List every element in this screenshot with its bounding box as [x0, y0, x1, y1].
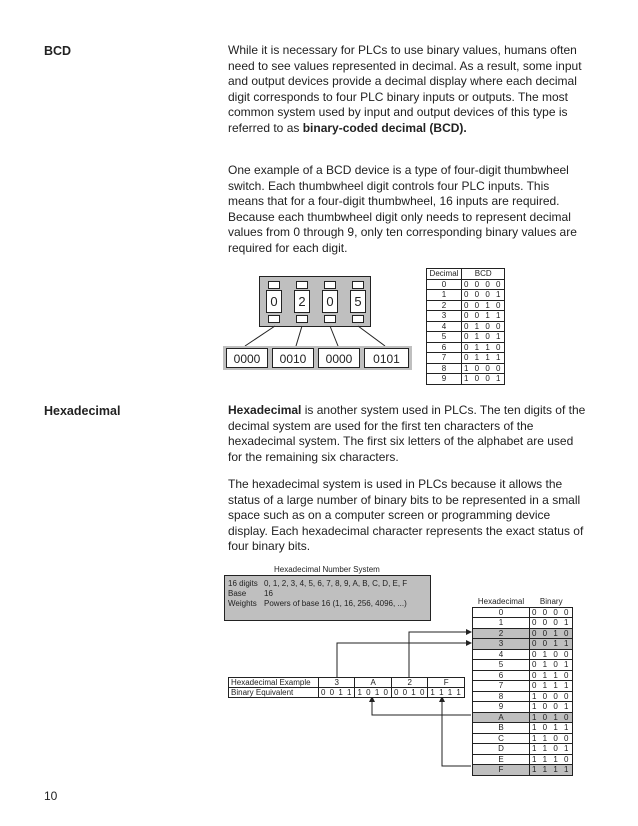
hex-info-key: Weights: [228, 599, 257, 608]
bcd-output-box: 0010: [272, 348, 314, 368]
table-header: Hexadecimal: [477, 597, 525, 607]
table-cell-binary: 0 0 0 1: [530, 618, 573, 629]
table-row: [473, 628, 573, 639]
table-cell-binary: 1 1 1 1: [530, 765, 573, 776]
arrow-a: [372, 697, 471, 715]
table-row: [473, 649, 573, 660]
bcd-term: binary-coded decimal (BCD).: [302, 120, 467, 135]
hex-info-value: 16: [264, 589, 273, 598]
arrow-3: [337, 643, 471, 677]
table-cell-binary: 0 1 1 1: [462, 353, 505, 364]
table-row: [473, 733, 573, 744]
table-cell-key: A: [473, 712, 530, 723]
table-cell-key: 9: [427, 374, 462, 385]
table-cell-binary: 0 1 0 1: [462, 332, 505, 343]
table-cell-key: 9: [473, 702, 530, 713]
table-cell-binary: 1 1 0 1: [530, 744, 573, 755]
table-cell-binary: 0 0 0 0: [530, 607, 573, 618]
table-cell-binary: 0 1 0 1: [530, 660, 573, 671]
arrow-f: [442, 697, 471, 766]
table-cell-binary: 0 1 0 0: [530, 649, 573, 660]
table-cell-key: 7: [473, 681, 530, 692]
table-cell-binary: 0 0 1 0: [462, 300, 505, 311]
table-cell-key: 0: [427, 279, 462, 290]
hex-info-key: Base: [228, 589, 247, 598]
hex-heading: Hexadecimal: [44, 404, 121, 418]
bcd-output-box: 0000: [318, 348, 360, 368]
hex-example-label: Hexadecimal Example: [229, 678, 319, 688]
hex-example-value: 2: [391, 678, 427, 688]
hex-example-value: F: [428, 678, 464, 688]
hex-diagram-caption: Hexadecimal Number System: [274, 565, 380, 574]
bcd-paragraph-2: One example of a BCD device is a type of four-digit thumbwheel switch. Each thumbwheel digit controls four PLC inputs. This means that for a four-digit thumbwheel, 16 inputs are required. Because each thumbwheel digit only needs to represent decimal values from 0 through 9, only ten corresponding binary values are required for each digit.: [228, 163, 577, 255]
hex-example-row: [229, 678, 465, 688]
table-cell-binary: 0 1 1 0: [462, 342, 505, 353]
table-cell-key: 8: [427, 363, 462, 374]
table-row: [473, 754, 573, 765]
thumbwheel-digit: 5: [350, 290, 366, 313]
table-cell-binary: 0 0 1 1: [462, 311, 505, 322]
table-cell-binary: 1 1 1 0: [530, 754, 573, 765]
table-cell-binary: 0 0 1 1: [530, 639, 573, 650]
table-cell-key: 6: [473, 670, 530, 681]
table-cell-key: F: [473, 765, 530, 776]
page-number: 10: [44, 789, 58, 803]
arrow-2: [409, 632, 471, 677]
table-row: [473, 765, 573, 776]
binary-equivalent-value: 1 0 1 0: [355, 688, 391, 698]
table-cell-binary: 0 1 1 0: [530, 670, 573, 681]
thumbwheel-digit: 0: [266, 290, 282, 313]
table-cell-binary: 0 0 0 0: [462, 279, 505, 290]
table-cell-key: 2: [427, 300, 462, 311]
table-header: Binary: [539, 597, 563, 607]
hex-example-table: [228, 677, 465, 698]
table-cell-key: C: [473, 733, 530, 744]
hex-table: [472, 597, 573, 776]
table-cell-binary: 1 1 0 0: [530, 733, 573, 744]
table-cell-binary: 0 0 1 0: [530, 628, 573, 639]
table-row: [473, 744, 573, 755]
table-cell-key: 8: [473, 691, 530, 702]
binary-equivalent-value: 1 1 1 1: [428, 688, 464, 698]
hex-example-value: A: [355, 678, 391, 688]
table-row: [473, 723, 573, 734]
bcd-heading: BCD: [44, 44, 72, 58]
hex-paragraph-2: The hexadecimal system is used in PLCs because it allows the status of a large number of binary bits to be represented in a small space such as on a computer screen or programming device display. Each hexadecimal character represents the exact status of four binary bits.: [228, 477, 584, 553]
table-cell-key: 3: [427, 311, 462, 322]
binary-equivalent-value: 0 0 1 0: [391, 688, 427, 698]
table-cell-key: 5: [427, 332, 462, 343]
bcd-output-box: 0101: [364, 348, 409, 368]
binary-equivalent-row: [229, 688, 465, 698]
table-cell-key: 1: [427, 290, 462, 301]
table-cell-binary: 1 0 0 0: [530, 691, 573, 702]
table-cell-binary: 0 1 1 1: [530, 681, 573, 692]
table-row: [473, 691, 573, 702]
hex-example-value: 3: [319, 678, 355, 688]
table-cell-key: D: [473, 744, 530, 755]
table-cell-binary: 0 1 0 0: [462, 321, 505, 332]
thumbwheel-digit: 0: [322, 290, 338, 313]
hex-info-key: 16 digits: [228, 579, 258, 588]
table-cell-binary: 1 0 1 0: [530, 712, 573, 723]
thumbwheel-digit: 2: [294, 290, 310, 313]
bcd-paragraph-1-text: While it is necessary for PLCs to use binary values, humans often need to see values represented in decimal. As a result, some input and output devices provide a decimal display where each decimal digit corresponds to four PLC binary inputs or outputs. The most common system used by input and output devices of this type is referred to as: [228, 43, 582, 135]
table-cell-key: 3: [473, 639, 530, 650]
table-row: [473, 702, 573, 713]
hex-paragraph-1-text: is another system used in PLCs. The ten digits of the decimal system are used for the first ten characters of the hexadecimal system. The first six letters of the alphabet are used for the remaining six characters.: [228, 403, 586, 464]
hex-info-value: 0, 1, 2, 3, 4, 5, 6, 7, 8, 9, A, B, C, D, E, F: [264, 579, 408, 588]
table-cell-key: 0: [473, 607, 530, 618]
binary-equivalent-value: 0 0 1 1: [319, 688, 355, 698]
table-cell-key: 6: [427, 342, 462, 353]
table-row: [473, 618, 573, 629]
table-cell-binary: 0 0 0 1: [462, 290, 505, 301]
hex-term: Hexadecimal: [228, 403, 302, 417]
table-row: [473, 681, 573, 692]
table-cell-key: 1: [473, 618, 530, 629]
table-cell-key: B: [473, 723, 530, 734]
table-row: [473, 670, 573, 681]
table-cell-key: 4: [427, 321, 462, 332]
table-cell-key: 7: [427, 353, 462, 364]
table-row: [473, 639, 573, 650]
table-cell-binary: 1 0 0 1: [462, 374, 505, 385]
table-header: Decimal: [427, 269, 462, 280]
table-cell-key: E: [473, 754, 530, 765]
table-row: [473, 660, 573, 671]
table-cell-binary: 1 0 0 1: [530, 702, 573, 713]
table-cell-binary: 1 0 0 0: [462, 363, 505, 374]
table-cell-binary: 1 0 1 1: [530, 723, 573, 734]
binary-equivalent-label: Binary Equivalent: [229, 688, 319, 698]
table-header-row: [473, 597, 573, 607]
table-row: [473, 607, 573, 618]
table-cell-key: 4: [473, 649, 530, 660]
table-cell-key: 2: [473, 628, 530, 639]
table-cell-key: 5: [473, 660, 530, 671]
hex-info-value: Powers of base 16 (1, 16, 256, 4096, ...): [264, 599, 407, 608]
table-header: BCD: [462, 269, 505, 280]
table-row: [473, 712, 573, 723]
bcd-output-box: 0000: [226, 348, 268, 368]
